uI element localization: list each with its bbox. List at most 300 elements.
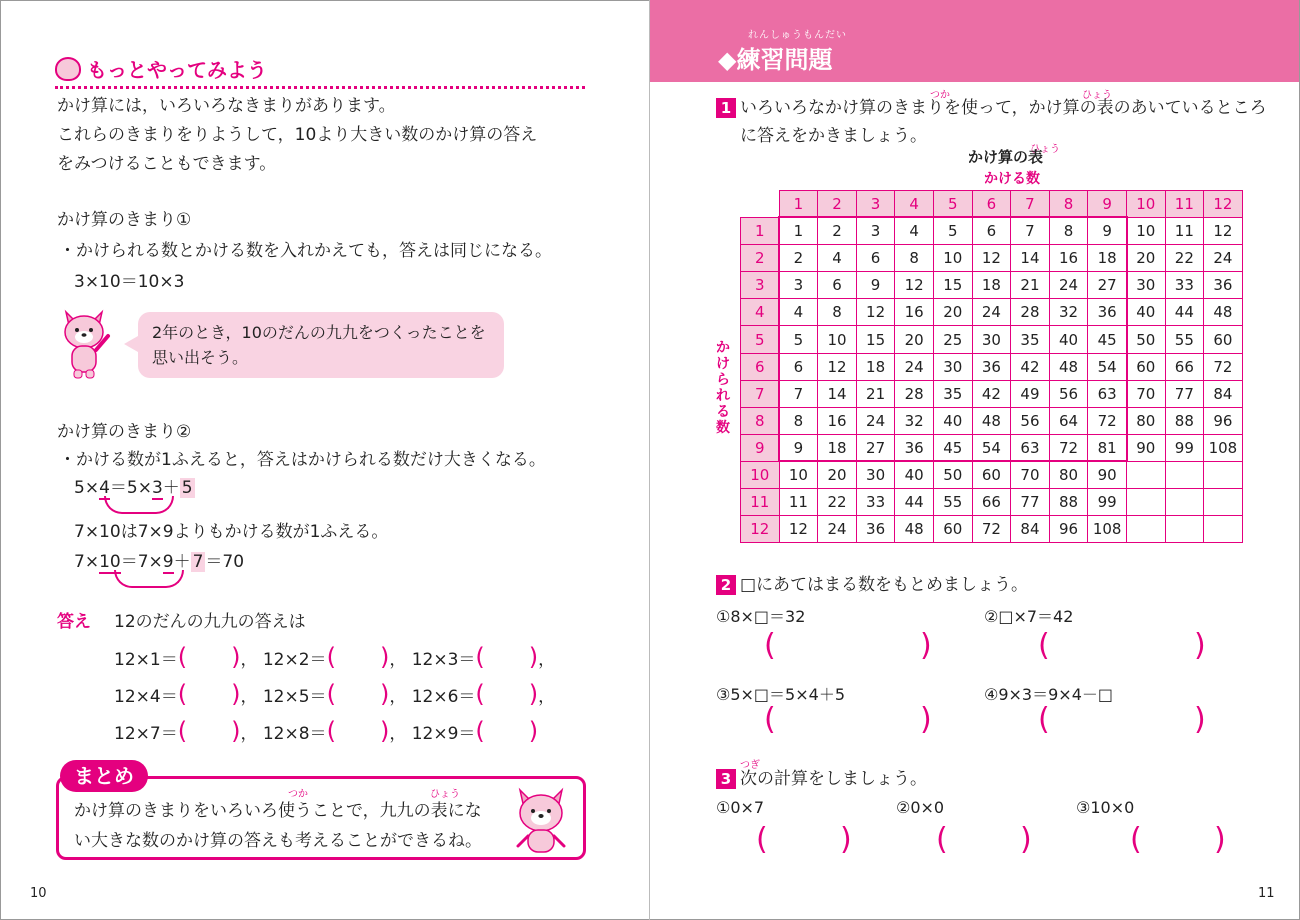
table-cell: 18 bbox=[818, 434, 857, 461]
paren-close: ) bbox=[379, 680, 390, 708]
row-header: 2 bbox=[741, 245, 780, 272]
table-row bbox=[741, 489, 1243, 516]
table-cell: 96 bbox=[1049, 516, 1088, 543]
q1-text bbox=[716, 94, 1267, 150]
hint-bubble bbox=[138, 312, 504, 378]
summary-line-1: かけ算のきまりをいろいろ使うことで，九九の表にな bbox=[74, 801, 482, 821]
arrow-arc bbox=[104, 496, 174, 514]
table-cell: 12 bbox=[895, 272, 934, 299]
q3-text-body: 次の計算をしましょう。 bbox=[740, 769, 927, 789]
comma: ， bbox=[389, 650, 407, 670]
rule1-text: ・かけられる数とかける数を入れかえても，答えは同じになる。 bbox=[59, 241, 552, 261]
page-number-right: 11 bbox=[1258, 886, 1275, 901]
table-header-row bbox=[741, 191, 1243, 218]
table-cell: 24 bbox=[972, 299, 1011, 326]
table-cell: 12 bbox=[818, 353, 857, 380]
table-corner bbox=[741, 191, 780, 218]
page-divider bbox=[649, 0, 650, 920]
q2-paren-close: ) bbox=[920, 702, 932, 737]
q3-item-1: ①0×7 bbox=[716, 798, 765, 817]
q2-paren-open: ( bbox=[1038, 628, 1050, 663]
table-cell: 12 bbox=[972, 245, 1011, 272]
table-cell: 7 bbox=[779, 380, 818, 407]
table-cell: 40 bbox=[895, 461, 934, 488]
rule1-example: 3×10＝10×3 bbox=[74, 272, 185, 292]
answer-label: 答え bbox=[57, 612, 91, 632]
comma: ， bbox=[240, 724, 258, 744]
column-header: 2 bbox=[818, 191, 857, 218]
ex2-underlined: 10 bbox=[99, 552, 121, 572]
paren-open: ( bbox=[326, 643, 336, 671]
table-blank-cell[interactable] bbox=[1126, 461, 1165, 488]
table-cell: 108 bbox=[1088, 516, 1127, 543]
paren-open: ( bbox=[326, 717, 336, 745]
page-number-left: 10 bbox=[30, 886, 47, 901]
table-cell: 20 bbox=[818, 461, 857, 488]
column-header: 12 bbox=[1204, 191, 1243, 218]
table-cell: 70 bbox=[1011, 461, 1050, 488]
column-header: 3 bbox=[856, 191, 895, 218]
table-cell: 48 bbox=[1204, 299, 1243, 326]
table-cell: 30 bbox=[972, 326, 1011, 353]
ex1-underlined: 4 bbox=[99, 478, 110, 498]
hint-line-1: 2年のとき，10のだんの九九をつくったことを bbox=[152, 323, 486, 342]
ex1-part: 5× bbox=[74, 478, 100, 498]
paren-open: ( bbox=[177, 717, 188, 745]
table-cell: 40 bbox=[1126, 299, 1165, 326]
q3-paren-close: ) bbox=[840, 822, 852, 857]
q1-number: 1 bbox=[716, 98, 736, 118]
answer-item: 12×2＝ bbox=[262, 650, 327, 670]
table-blank-cell[interactable] bbox=[1204, 516, 1243, 543]
table-cell: 10 bbox=[933, 245, 972, 272]
table-cell: 99 bbox=[1088, 489, 1127, 516]
comma: ， bbox=[538, 687, 556, 707]
q1-line-1-text: いろいろなかけ算のきまりを使って，かけ算の表のあいているところ bbox=[740, 98, 1267, 118]
table-cell: 36 bbox=[895, 434, 934, 461]
table-blank-cell[interactable] bbox=[1126, 516, 1165, 543]
answer-item: 12×7＝ bbox=[114, 724, 178, 744]
table-cell: 56 bbox=[1011, 407, 1050, 434]
banner-title: ◆練習問題 bbox=[718, 46, 833, 74]
table-cell: 22 bbox=[818, 489, 857, 516]
col-axis-label: かける数 bbox=[984, 171, 1040, 187]
table-cell: 49 bbox=[1011, 380, 1050, 407]
hint-line-2: 思い出そう。 bbox=[152, 348, 249, 367]
multiplication-table bbox=[740, 190, 1243, 543]
table-cell: 6 bbox=[856, 245, 895, 272]
table-cell: 60 bbox=[1204, 326, 1243, 353]
dotted-divider bbox=[55, 86, 585, 89]
answer-row bbox=[114, 677, 555, 714]
table-cell: 50 bbox=[1126, 326, 1165, 353]
q2-item-1: ①8×□＝32 bbox=[716, 607, 806, 626]
q2-paren-open: ( bbox=[1038, 702, 1050, 737]
dog-mascot-icon bbox=[58, 306, 120, 380]
table-cell: 24 bbox=[1049, 272, 1088, 299]
table-cell: 81 bbox=[1088, 434, 1127, 461]
table-cell: 20 bbox=[933, 299, 972, 326]
row-axis-label: かけられる数 bbox=[716, 340, 730, 436]
table-blank-cell[interactable] bbox=[1165, 461, 1204, 488]
table-cell: 99 bbox=[1165, 434, 1204, 461]
q2-paren-close: ) bbox=[920, 628, 932, 663]
table-cell: 24 bbox=[818, 516, 857, 543]
arrow-arc bbox=[114, 570, 184, 588]
ex2-underlined: 9 bbox=[162, 552, 174, 572]
ruby-tsugi: つぎ bbox=[740, 760, 760, 771]
ex1-part: ＋ bbox=[162, 478, 180, 498]
q3-paren-close: ) bbox=[1020, 822, 1032, 857]
dog-mascot-icon bbox=[55, 57, 81, 81]
table-cell: 35 bbox=[933, 380, 972, 407]
table-cell: 44 bbox=[1165, 299, 1204, 326]
table-cell: 28 bbox=[1011, 299, 1050, 326]
answer-item: 12×1＝ bbox=[114, 650, 178, 670]
q3-paren-open: ( bbox=[1130, 822, 1142, 857]
table-cell: 30 bbox=[1126, 272, 1165, 299]
table-cell: 30 bbox=[856, 461, 895, 488]
table-cell: 72 bbox=[1204, 353, 1243, 380]
table-cell: 14 bbox=[1011, 245, 1050, 272]
table-cell: 9 bbox=[779, 434, 818, 461]
table-cell: 10 bbox=[779, 461, 818, 488]
answer-intro: 12のだんの九九の答えは bbox=[114, 612, 306, 632]
q3-number: 3 bbox=[716, 769, 736, 789]
ruby-hyou: ひょう bbox=[430, 789, 460, 800]
q2-item-4: ④9×3＝9×4－□ bbox=[984, 685, 1113, 704]
table-cell: 25 bbox=[933, 326, 972, 353]
table-row bbox=[741, 380, 1243, 407]
paren-close: ) bbox=[379, 717, 390, 745]
ex2-part: ＝70 bbox=[205, 552, 245, 572]
q2-text bbox=[716, 570, 1028, 595]
section-title bbox=[55, 54, 267, 83]
table-cell: 27 bbox=[1088, 272, 1127, 299]
table-cell: 18 bbox=[1088, 245, 1127, 272]
answer-item: 12×8＝ bbox=[262, 724, 327, 744]
table-cell: 42 bbox=[1011, 353, 1050, 380]
table-cell: 5 bbox=[779, 326, 818, 353]
table-row bbox=[741, 272, 1243, 299]
answer-row bbox=[114, 640, 555, 677]
comma: ， bbox=[240, 687, 258, 707]
table-cell: 24 bbox=[895, 353, 934, 380]
rule1-title: かけ算のきまり① bbox=[57, 210, 192, 230]
row-header: 3 bbox=[741, 272, 780, 299]
q2-item-2: ②□×7＝42 bbox=[984, 607, 1074, 626]
q2-number: 2 bbox=[716, 575, 736, 595]
comma: ， bbox=[389, 724, 407, 744]
intro-line-2: これらのきまりをりようして，10より大きい数のかけ算の答え bbox=[57, 125, 538, 145]
table-row bbox=[741, 218, 1243, 245]
table-cell: 30 bbox=[933, 353, 972, 380]
table-cell: 60 bbox=[972, 461, 1011, 488]
table-blank-cell[interactable] bbox=[1204, 489, 1243, 516]
table-cell: 1 bbox=[779, 218, 818, 245]
comma: ， bbox=[240, 650, 258, 670]
table-row bbox=[741, 516, 1243, 543]
table-cell: 48 bbox=[972, 407, 1011, 434]
table-cell: 108 bbox=[1204, 434, 1243, 461]
paren-open: ( bbox=[326, 680, 336, 708]
rule2-note: 7×10は7×9よりもかける数が1ふえる。 bbox=[74, 522, 389, 542]
table-title-ruby: ひょう bbox=[1030, 144, 1060, 155]
table-blank-cell[interactable] bbox=[1204, 461, 1243, 488]
table-cell: 2 bbox=[818, 218, 857, 245]
table-cell: 44 bbox=[895, 489, 934, 516]
dog-mascot-icon bbox=[512, 786, 572, 858]
table-cell: 96 bbox=[1204, 407, 1243, 434]
paren-open: ( bbox=[475, 717, 485, 745]
table-cell: 32 bbox=[895, 407, 934, 434]
table-cell: 60 bbox=[1126, 353, 1165, 380]
table-cell: 77 bbox=[1011, 489, 1050, 516]
table-blank-cell[interactable] bbox=[1165, 516, 1204, 543]
table-cell: 6 bbox=[972, 218, 1011, 245]
ruby-hyou: ひょう bbox=[1082, 90, 1112, 101]
paren-close: ) bbox=[231, 680, 241, 708]
table-cell: 11 bbox=[779, 489, 818, 516]
table-cell: 33 bbox=[1165, 272, 1204, 299]
table-cell: 50 bbox=[933, 461, 972, 488]
table-cell: 11 bbox=[1165, 218, 1204, 245]
table-cell: 4 bbox=[818, 245, 857, 272]
table-cell: 48 bbox=[895, 516, 934, 543]
column-header: 6 bbox=[972, 191, 1011, 218]
q3-paren-close: ) bbox=[1214, 822, 1226, 857]
row-header: 4 bbox=[741, 299, 780, 326]
table-cell: 21 bbox=[1011, 272, 1050, 299]
table-cell: 14 bbox=[818, 380, 857, 407]
table-cell: 45 bbox=[933, 434, 972, 461]
table-cell: 4 bbox=[779, 299, 818, 326]
ex2-highlight: 7 bbox=[192, 552, 204, 572]
q3-item-3: ③10×0 bbox=[1076, 798, 1135, 817]
table-cell: 33 bbox=[856, 489, 895, 516]
table-row bbox=[741, 407, 1243, 434]
intro-line-1: かけ算には，いろいろなきまりがあります。 bbox=[57, 96, 396, 116]
column-header: 5 bbox=[933, 191, 972, 218]
summary-label: まとめ bbox=[60, 760, 148, 792]
table-cell: 9 bbox=[1088, 218, 1127, 245]
column-header: 1 bbox=[779, 191, 818, 218]
table-cell: 12 bbox=[856, 299, 895, 326]
table-cell: 4 bbox=[895, 218, 934, 245]
banner-ruby: れんしゅうもんだい bbox=[748, 30, 847, 41]
table-cell: 60 bbox=[933, 516, 972, 543]
q3-paren-open: ( bbox=[936, 822, 948, 857]
paren-open: ( bbox=[177, 643, 188, 671]
table-row bbox=[741, 434, 1243, 461]
table-cell: 16 bbox=[1049, 245, 1088, 272]
table-cell: 24 bbox=[1204, 245, 1243, 272]
table-cell: 63 bbox=[1011, 434, 1050, 461]
column-header: 8 bbox=[1049, 191, 1088, 218]
table-cell: 36 bbox=[1088, 299, 1127, 326]
table-row bbox=[741, 245, 1243, 272]
table-cell: 88 bbox=[1049, 489, 1088, 516]
q1-line-2: に答えをかきましょう。 bbox=[740, 126, 927, 146]
table-cell: 56 bbox=[1049, 380, 1088, 407]
table-cell: 22 bbox=[1165, 245, 1204, 272]
ex2-part: 7× bbox=[74, 552, 100, 572]
table-row bbox=[741, 461, 1243, 488]
q2-paren-open: ( bbox=[764, 628, 776, 663]
table-cell: 64 bbox=[1049, 407, 1088, 434]
table-cell: 90 bbox=[1126, 434, 1165, 461]
table-blank-cell[interactable] bbox=[1165, 489, 1204, 516]
summary-line-2: い大きな数のかけ算の答えも考えることができるね。 bbox=[74, 831, 482, 851]
table-cell: 8 bbox=[895, 245, 934, 272]
q2-text-body: □にあてはまる数をもとめましょう。 bbox=[740, 575, 1029, 595]
paren-open: ( bbox=[177, 680, 188, 708]
ex1-underlined: 3 bbox=[151, 478, 163, 498]
table-cell: 77 bbox=[1165, 380, 1204, 407]
ruby-tsuka: つか bbox=[930, 90, 950, 101]
answer-item: 12×9＝ bbox=[411, 724, 476, 744]
table-cell: 36 bbox=[972, 353, 1011, 380]
q2-paren-open: ( bbox=[764, 702, 776, 737]
row-header: 8 bbox=[741, 407, 780, 434]
table-cell: 84 bbox=[1204, 380, 1243, 407]
table-cell: 6 bbox=[818, 272, 857, 299]
q1-line-1 bbox=[716, 94, 1267, 122]
paren-open: ( bbox=[475, 680, 485, 708]
comma: ， bbox=[538, 650, 556, 670]
table-cell: 32 bbox=[1049, 299, 1088, 326]
table-blank-cell[interactable] bbox=[1126, 489, 1165, 516]
answer-item: 12×3＝ bbox=[411, 650, 476, 670]
table-cell: 54 bbox=[1088, 353, 1127, 380]
table-cell: 80 bbox=[1049, 461, 1088, 488]
table-cell: 66 bbox=[972, 489, 1011, 516]
paren-close: ) bbox=[231, 717, 241, 745]
paren-open: ( bbox=[475, 643, 485, 671]
table-cell: 48 bbox=[1049, 353, 1088, 380]
table-cell: 72 bbox=[1049, 434, 1088, 461]
ruby-tsuka: つか bbox=[288, 789, 308, 800]
table-row bbox=[741, 299, 1243, 326]
table-cell: 36 bbox=[1204, 272, 1243, 299]
table-cell: 88 bbox=[1165, 407, 1204, 434]
summary-text bbox=[74, 796, 482, 856]
table-cell: 21 bbox=[856, 380, 895, 407]
row-header: 12 bbox=[741, 516, 780, 543]
table-cell: 15 bbox=[933, 272, 972, 299]
table-cell: 15 bbox=[856, 326, 895, 353]
ex2-part: ＋ bbox=[173, 552, 191, 572]
table-cell: 40 bbox=[933, 407, 972, 434]
table-cell: 16 bbox=[895, 299, 934, 326]
ex1-part: ＝5× bbox=[109, 478, 152, 498]
table-cell: 28 bbox=[895, 380, 934, 407]
table-cell: 16 bbox=[818, 407, 857, 434]
table-cell: 35 bbox=[1011, 326, 1050, 353]
paren-close: ) bbox=[528, 717, 539, 745]
row-header: 5 bbox=[741, 326, 780, 353]
column-header: 7 bbox=[1011, 191, 1050, 218]
q3-text bbox=[716, 764, 927, 789]
table-cell: 55 bbox=[933, 489, 972, 516]
table-cell: 40 bbox=[1049, 326, 1088, 353]
table-row bbox=[741, 353, 1243, 380]
ex2-part: ＝7× bbox=[120, 552, 163, 572]
table-cell: 80 bbox=[1126, 407, 1165, 434]
table-cell: 55 bbox=[1165, 326, 1204, 353]
table-cell: 20 bbox=[895, 326, 934, 353]
table-cell: 54 bbox=[972, 434, 1011, 461]
answer-grid bbox=[114, 640, 555, 751]
column-header: 4 bbox=[895, 191, 934, 218]
column-header: 9 bbox=[1088, 191, 1127, 218]
column-header: 10 bbox=[1126, 191, 1165, 218]
column-header: 11 bbox=[1165, 191, 1204, 218]
table-cell: 12 bbox=[779, 516, 818, 543]
paren-close: ) bbox=[528, 680, 539, 708]
table-cell: 90 bbox=[1088, 461, 1127, 488]
rule2-title: かけ算のきまり② bbox=[57, 422, 192, 442]
table-cell: 8 bbox=[1049, 218, 1088, 245]
intro-line-3: をみつけることもできます。 bbox=[57, 154, 277, 174]
table-cell: 20 bbox=[1126, 245, 1165, 272]
paren-close: ) bbox=[231, 643, 241, 671]
table-cell: 27 bbox=[856, 434, 895, 461]
section-title-text: もっとやってみよう bbox=[87, 58, 267, 82]
table-cell: 63 bbox=[1088, 380, 1127, 407]
table-cell: 3 bbox=[856, 218, 895, 245]
table-cell: 18 bbox=[856, 353, 895, 380]
table-cell: 6 bbox=[779, 353, 818, 380]
table-cell: 24 bbox=[856, 407, 895, 434]
answer-row bbox=[114, 714, 555, 751]
paren-close: ) bbox=[379, 643, 390, 671]
table-cell: 7 bbox=[1011, 218, 1050, 245]
intro-text bbox=[57, 92, 537, 179]
answer-item: 12×5＝ bbox=[262, 687, 327, 707]
table-cell: 72 bbox=[972, 516, 1011, 543]
table-cell: 84 bbox=[1011, 516, 1050, 543]
answer-item: 12×4＝ bbox=[114, 687, 178, 707]
table-cell: 3 bbox=[779, 272, 818, 299]
q3-paren-open: ( bbox=[756, 822, 768, 857]
table-cell: 10 bbox=[1126, 218, 1165, 245]
row-header: 11 bbox=[741, 489, 780, 516]
row-header: 6 bbox=[741, 353, 780, 380]
table-cell: 70 bbox=[1126, 380, 1165, 407]
paren-close: ) bbox=[528, 643, 539, 671]
table-cell: 10 bbox=[818, 326, 857, 353]
table-cell: 72 bbox=[1088, 407, 1127, 434]
q2-item-3: ③5×□＝5×4＋5 bbox=[716, 685, 845, 704]
rule2-text: ・かける数が1ふえると，答えはかけられる数だけ大きくなる。 bbox=[59, 450, 546, 470]
table-cell: 36 bbox=[856, 516, 895, 543]
table-cell: 8 bbox=[779, 407, 818, 434]
answer-item: 12×6＝ bbox=[411, 687, 476, 707]
row-header: 7 bbox=[741, 380, 780, 407]
table-cell: 42 bbox=[972, 380, 1011, 407]
ex1-highlight: 5 bbox=[181, 478, 193, 498]
q3-item-2: ②0×0 bbox=[896, 798, 945, 817]
table-cell: 18 bbox=[972, 272, 1011, 299]
table-cell: 12 bbox=[1204, 218, 1243, 245]
row-header: 1 bbox=[741, 218, 780, 245]
table-cell: 5 bbox=[933, 218, 972, 245]
row-header: 9 bbox=[741, 434, 780, 461]
table-cell: 66 bbox=[1165, 353, 1204, 380]
row-header: 10 bbox=[741, 461, 780, 488]
comma: ， bbox=[389, 687, 407, 707]
